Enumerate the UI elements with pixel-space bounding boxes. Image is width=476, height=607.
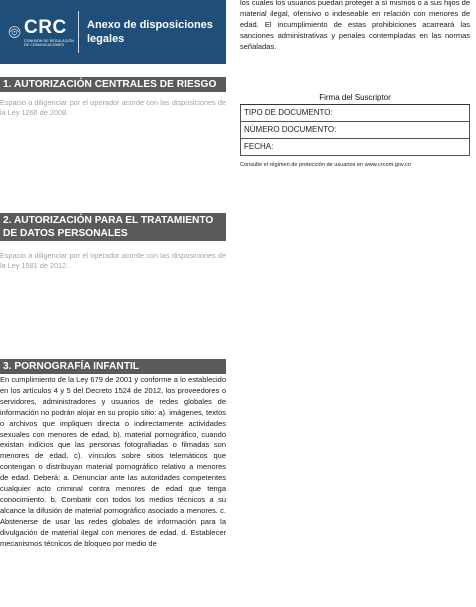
section-header-datos-personales: 2. AUTORIZACIÓN PARA EL TRATAMIENTO DE DATOS PERSONALES (0, 213, 226, 241)
section-header-pornografia-infantil: 3. PORNOGRAFÍA INFANTIL (0, 359, 226, 374)
subscriber-form (240, 105, 470, 156)
date-field[interactable]: FECHA: (241, 138, 469, 155)
colombia-coat-of-arms-icon (8, 21, 21, 43)
left-column (0, 0, 226, 550)
document-type-field[interactable]: TIPO DE DOCUMENTO: (244, 107, 333, 117)
signature-block (240, 93, 470, 156)
signature-title: Firma del Suscriptor (240, 93, 470, 105)
logo-subtitle: COMISIÓN DE REGULACIÓN DE COMUNICACIONES (24, 38, 74, 47)
document-number-field[interactable]: NÚMERO DOCUMENTO: (241, 121, 469, 138)
header-divider (78, 11, 79, 53)
page-title: Anexo de disposiciones legales (87, 19, 213, 45)
document-header (0, 0, 226, 64)
user-protection-note: Consulte el régimen de protección de usuarios en www.crcom.gov.co (240, 161, 411, 168)
right-column (240, 0, 470, 169)
continuation-text: los cuales los usuarios puedan proteger a sí mismos o a sus hijos de material ilegal, ofensivo o indeseable en relación con menores de edad. El incumplimiento de estas prohibiciones acarreará las sanciones administrativas y penales contempladas en las normas señaladas. (240, 0, 470, 51)
logo-wordmark: CRC (24, 16, 67, 38)
section-text-pornografia-infantil: En cumplimiento de la Ley 679 de 2001 y conforme a lo establecido en los artículos 4 y 5 del Decreto 1524 de 2012, los proveedores o servidores, administradores y usuarios de redes globales de información no podrán alojar en su propio sitio: a). imágenes, textos o archivos que impliquen directa o indirectamente actividades sexuales con menores de edad, b). material pornográfico, cuando existan indicios que las personas fotografiadas o filmadas son menores de edad, c). vínculos sobre sitios telemáticos que contengan o distribuyan material pornográfico relativo a menores de edad. Deberá: a. Denunciar ante las autoridades competentes cualquier acto criminal contra menores de edad que tenga conocimiento. b. Combatir con todos los medios técnicos a su alcance la difusión de material pornográfico asociado a menores. c. Abstenerse de usar las redes globales de información para la divulgación de material ilegal con menores de edad. d. Establecer mecanismos técnicos de bloqueo por medio de (0, 375, 226, 548)
section-header-centrales-riesgo: 1. AUTORIZACIÓN CENTRALES DE RIESGO (0, 77, 226, 92)
section-text-centrales-riesgo: Espacio a diligenciar por el operador acorde con las disposiciones de la Ley 1266 de 2008. (0, 98, 226, 117)
crc-logo (0, 0, 78, 64)
section-text-datos-personales: Espacio a diligenciar por el operador acorde con las disposiciones de la Ley 1581 de 2012. (0, 251, 226, 270)
